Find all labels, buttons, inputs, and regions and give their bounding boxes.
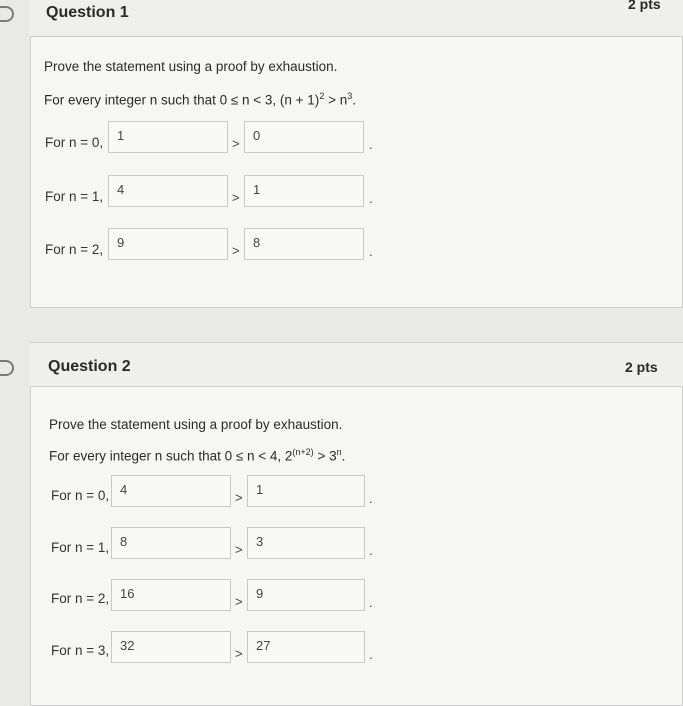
question-2-points: 2 pts — [625, 359, 658, 375]
answer-right-input[interactable]: 3 — [247, 527, 365, 559]
answer-left-input[interactable]: 4 — [111, 475, 231, 507]
period: . — [369, 647, 373, 662]
answer-left-input[interactable]: 32 — [111, 631, 231, 663]
period: . — [369, 137, 373, 152]
answer-right-input[interactable]: 8 — [244, 228, 364, 260]
question-1-prompt: Prove the statement using a proof by exhaustion. — [44, 59, 338, 74]
greater-than-symbol: > — [235, 594, 243, 609]
question-2-statement: For every integer n such that 0 ≤ n < 4, $2^{(n+2)} > 3^n$. — [49, 447, 346, 464]
row-label: For n = 1, — [45, 189, 104, 204]
answer-right-input[interactable]: 0 — [244, 121, 364, 153]
period: . — [369, 543, 373, 558]
greater-than-symbol: > — [235, 542, 243, 557]
greater-than-symbol: > — [235, 490, 243, 505]
answer-left-input[interactable]: 8 — [111, 527, 231, 559]
period: . — [369, 191, 373, 206]
answer-left-input[interactable]: 16 — [111, 579, 231, 611]
row-label: For n = 2, — [51, 591, 110, 606]
answer-left-input[interactable]: 1 — [108, 121, 228, 153]
row-label: For n = 0, — [51, 488, 110, 503]
answer-right-input[interactable]: 9 — [247, 579, 365, 611]
answer-left-input[interactable]: 9 — [108, 228, 228, 260]
question-1-points: 2 pts — [628, 0, 661, 12]
row-label: For n = 1, — [51, 540, 110, 555]
answer-left-input[interactable]: 4 — [108, 175, 228, 207]
row-label: For n = 0, — [45, 135, 104, 150]
question-2-title: Question 2 — [48, 358, 131, 375]
question-2-prompt: Prove the statement using a proof by exhaustion. — [49, 417, 343, 432]
row-label: For n = 3, — [51, 643, 110, 658]
question-1-title: Question 1 — [46, 4, 129, 21]
greater-than-symbol: > — [235, 646, 243, 661]
answer-right-input[interactable]: 27 — [247, 631, 365, 663]
question-2-body — [30, 386, 683, 706]
period: . — [369, 244, 373, 259]
answer-right-input[interactable]: 1 — [247, 475, 365, 507]
period: . — [369, 595, 373, 610]
flag-icon[interactable] — [0, 6, 14, 22]
row-label: For n = 2, — [45, 242, 104, 257]
greater-than-symbol: > — [232, 136, 240, 151]
flag-icon[interactable] — [0, 360, 14, 376]
question-1-body — [30, 36, 683, 308]
greater-than-symbol: > — [232, 190, 240, 205]
question-1-statement: For every integer n such that 0 ≤ n < 3, $(n + 1)^2 > n^3$. — [44, 91, 357, 108]
period: . — [369, 491, 373, 506]
answer-right-input[interactable]: 1 — [244, 175, 364, 207]
greater-than-symbol: > — [232, 243, 240, 258]
